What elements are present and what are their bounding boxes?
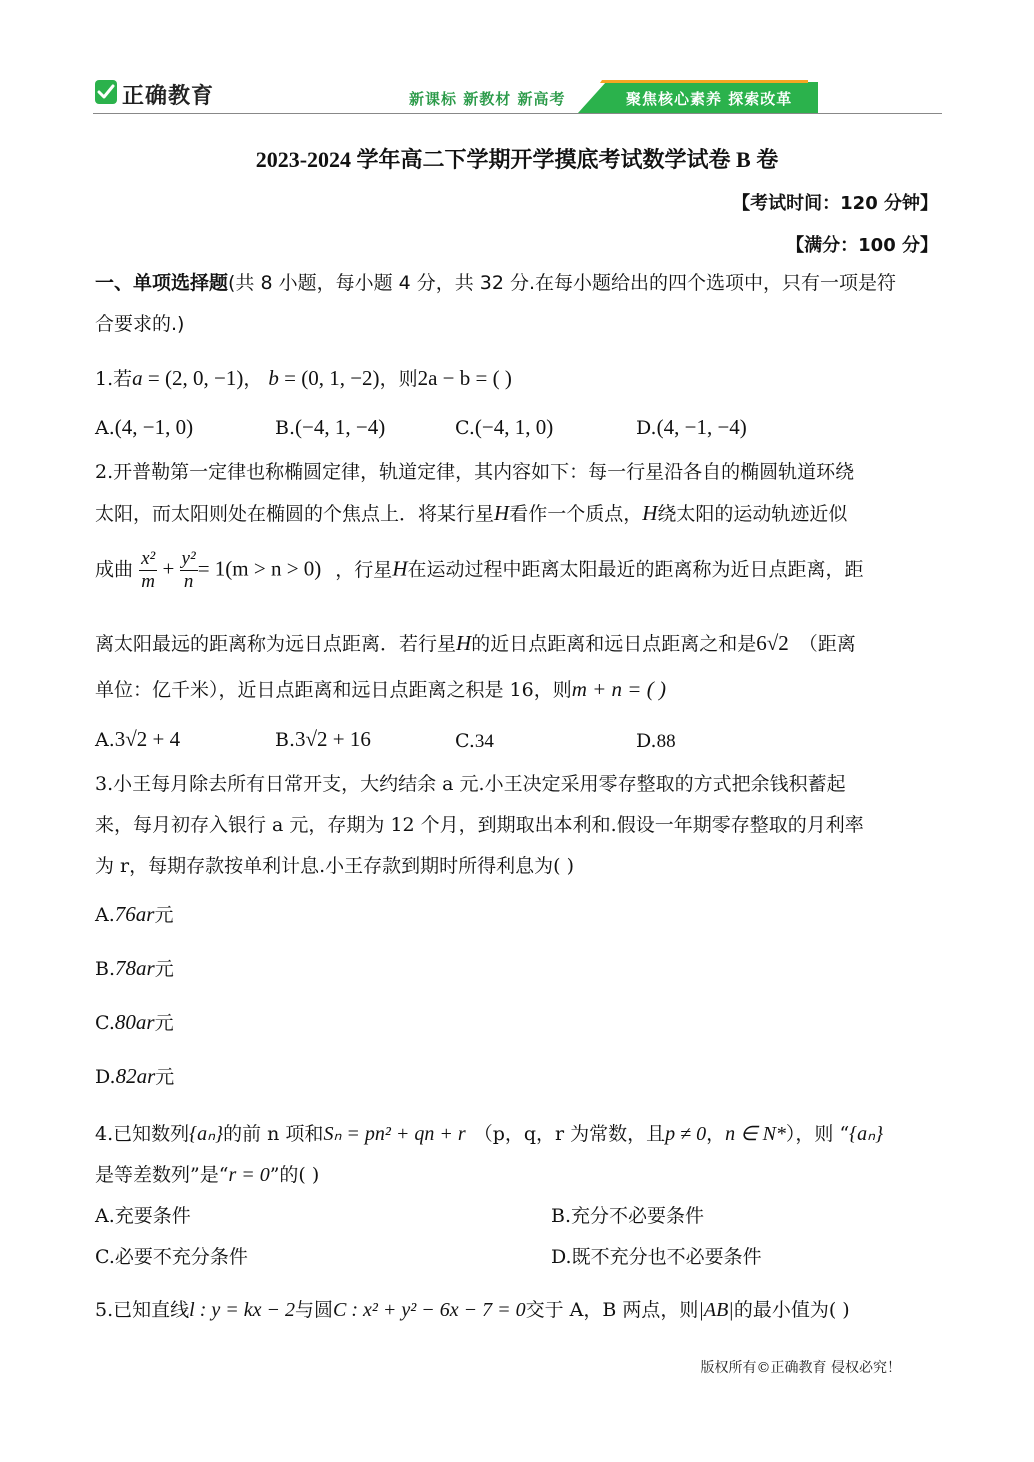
q4-option-d[interactable]: D.既不充分也不必要条件 — [551, 1246, 762, 1268]
q3-option-d[interactable]: D.82ar元 — [95, 1064, 175, 1088]
logo-check-icon — [95, 80, 117, 104]
q1-stem: 1.若a = (2, 0, −1)， b = (0, 1, −2)，则2a − b = ( ) — [95, 366, 512, 390]
page-title: 2023-2024 学年高二下学期开学摸底考试数学试卷 B 卷 — [255, 147, 779, 172]
section1-desc1: (共 8 小题，每小题 4 分，共 32 分.在每小题给出的四个选项中，只有一项是符 — [228, 272, 897, 294]
q2-frac-y: $\frac{\text{y²}}{n}$ — [181, 548, 196, 592]
q3-line1: 3.小王每月除去所有日常开支，大约结余 a 元.小王决定采用零存整取的方式把余钱积蓄起 — [95, 773, 846, 795]
q1-prefix: 1.若 — [95, 368, 133, 390]
section1-desc2: 合要求的.) — [95, 313, 185, 335]
q2-line2: 太阳，而太阳则处在椭圆的个焦点上．将某行星H看作一个质点，H绕太阳的运动轨迹近似 — [95, 501, 848, 525]
q3-option-a[interactable]: A.76ar元 — [95, 902, 174, 926]
q4-line1: 4.已知数列{aₙ}的前 n 项和Sₙ = pn² + qn + r （p，q，r 为常数，且p ≠ 0，n ∈ N*），则 “{aₙ} — [95, 1123, 884, 1145]
q3-line3: 为 r，每期存款按单利计息.小王存款到期时所得利息为( ) — [95, 855, 575, 877]
q2-eq-tail: = 1(m > n > 0) — [197, 556, 322, 581]
q1-option-a[interactable]: A.(4, −1, 0) — [95, 415, 194, 439]
q2-option-a[interactable]: A.3√2 + 4 — [95, 727, 181, 751]
copyright-footer: 版权所有©正确教育 侵权必究！ — [700, 1360, 901, 1376]
exam-time: 【考试时间：120 分钟】 — [732, 193, 938, 214]
q2-option-c[interactable]: C.34 — [455, 730, 494, 752]
q2-line3: 成曲 $\frac{\text{x²}}{m}$ + $\frac{\text{y²}}{n}$ = 1(m > n > 0) ，行星H在运动过程中距离太阳最近的距离称为近日点距离，距 — [95, 548, 864, 592]
section1-line1 — [95, 271, 896, 295]
q1-option-c[interactable]: C.(−4, 1, 0) — [455, 415, 554, 439]
slogan-right: 聚焦核心素养 探索改革 — [626, 90, 793, 108]
brand-name: 正确教育 — [122, 84, 215, 109]
q2-line5: 单位：亿千米），近日点距离和远日点距离之积是 16，则m + n = ( ) — [95, 677, 666, 701]
q4-option-c[interactable]: C.必要不充分条件 — [95, 1246, 248, 1268]
q1-a-vec: (2, 0, −1) — [164, 366, 244, 390]
q1-b-vec: (0, 1, −2) — [301, 366, 380, 390]
q2-frac-x: $\frac{\text{x²}}{m}$ — [141, 548, 156, 592]
q3-option-b[interactable]: B.78ar元 — [95, 956, 174, 980]
section1-head: 一、单项选择题 — [95, 272, 229, 294]
q2-option-b[interactable]: B.3√2 + 16 — [275, 727, 371, 751]
q2-sum-value: 6√2 — [756, 631, 789, 655]
q1-option-b[interactable]: B.(−4, 1, −4) — [275, 415, 386, 439]
q4-line2: 是等差数列”是“r = 0”的( ) — [95, 1164, 320, 1186]
q3-line2: 来，每月初存入银行 a 元，存期为 12 个月，到期取出本利和.假设一年期零存整取的月利率 — [95, 814, 864, 836]
q1-expr: 2a − b = ( ) — [417, 366, 512, 390]
q2-line1: 2.开普勒第一定律也称椭圆定律，轨道定律，其内容如下：每一行星沿各自的椭圆轨道环绕 — [95, 461, 855, 483]
slogan-left: 新课标 新教材 新高考 — [409, 90, 566, 108]
q5-line1: 5.已知直线l : y = kx − 2与圆C : x² + y² − 6x − 7 = 0交于 A，B 两点，则|AB|的最小值为( ) — [95, 1299, 850, 1321]
q4-option-a[interactable]: A.充要条件 — [95, 1205, 191, 1227]
q1-option-d[interactable]: D.(4, −1, −4) — [636, 415, 747, 439]
q3-option-c[interactable]: C.80ar元 — [95, 1010, 174, 1034]
q4-option-b[interactable]: B.充分不必要条件 — [551, 1205, 705, 1227]
q2-option-d[interactable]: D.88 — [636, 730, 676, 752]
q2-line4: 离太阳最远的距离称为远日点距离．若行星H的近日点距离和远日点距离之和是6√2 （距离 — [95, 631, 856, 655]
full-score: 【满分：100 分】 — [786, 235, 938, 256]
header-divider — [93, 113, 942, 114]
q1-then: ，则 — [379, 368, 418, 390]
